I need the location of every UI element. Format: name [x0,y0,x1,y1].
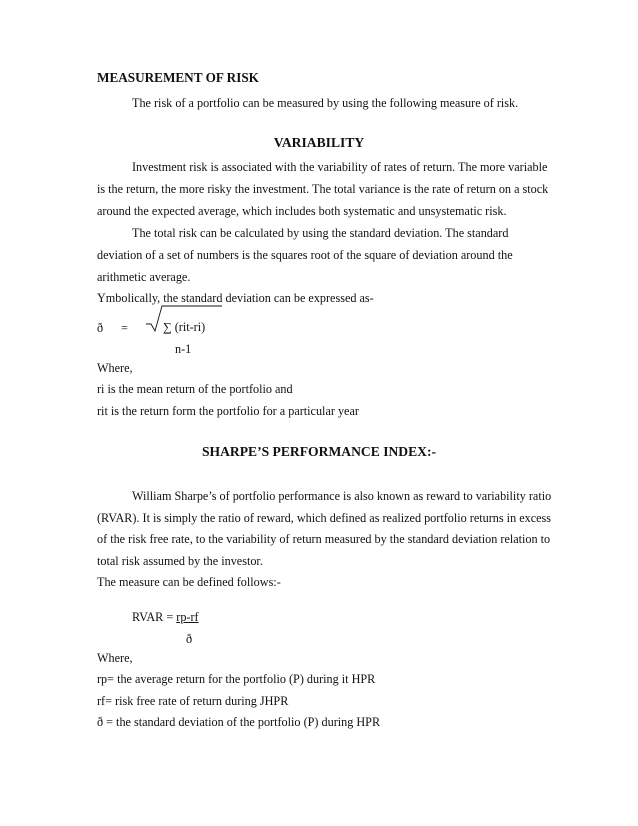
section-heading-variability: VARIABILITY [273,135,365,150]
sharpe-line: of the risk free rate, to the variability of return measured by the standard deviation relation to [97,532,551,546]
sd-formula-numerator: ∑ (rit-ri) [163,320,206,334]
rvar-formula-lhs: RVAR = [132,610,177,624]
rvar-where-label: Where, [97,651,133,665]
variability-line: arithmetic average. [97,270,191,284]
sd-where-label: Where, [97,361,133,375]
sharpe-line: William Sharpe’s of portfolio performance is also known as reward to variability ratio [132,489,552,503]
variability-line: deviation of a set of numbers is the squares root of the square of deviation around the [97,248,513,262]
rvar-formula-numerator: rp-rf [176,610,199,624]
variability-line: The total risk can be calculated by using the standard deviation. The standard [132,226,509,240]
intro-paragraph: The risk of a portfolio can be measured by using the following measure of risk. [132,96,519,110]
sd-formula-symbol: ð [97,321,104,335]
sd-where-item: rit is the return form the portfolio for a particular year [97,404,359,418]
section-heading-measurement-of-risk: MEASUREMENT OF RISK [97,70,259,85]
rvar-formula-denominator: ð [186,632,193,646]
rvar-where-item: rf= risk free rate of return during JHPR [97,694,289,708]
sd-formula-denominator: n-1 [175,342,192,356]
rvar-where-item: rp= the average return for the portfolio (P) during it HPR [97,672,376,686]
sharpe-line: The measure can be defined follows:- [97,575,281,589]
rvar-where-item: ð = the standard deviation of the portfolio (P) during HPR [97,715,381,729]
sharpe-line: total risk assumed by the investor. [97,554,263,568]
variability-line: Ymbolically, the standard deviation can be expressed as- [97,291,374,305]
section-heading-sharpe-index: SHARPE’S PERFORMANCE INDEX:- [201,444,437,459]
variability-line: around the expected average, which includes both systematic and unsystematic risk. [97,204,507,218]
rvar-formula [132,610,199,624]
sd-formula-equals: = [121,321,128,335]
sharpe-line: (RVAR). It is simply the ratio of reward, which defined as realized portfolio returns in excess [97,511,552,525]
sd-formula-radical [146,305,226,333]
variability-line: is the return, the more risky the investment. The total variance is the rate of return on a stock [97,182,549,196]
sd-where-item: ri is the mean return of the portfolio and [97,382,293,396]
variability-line: Investment risk is associated with the variability of rates of return. The more variable [132,160,548,174]
